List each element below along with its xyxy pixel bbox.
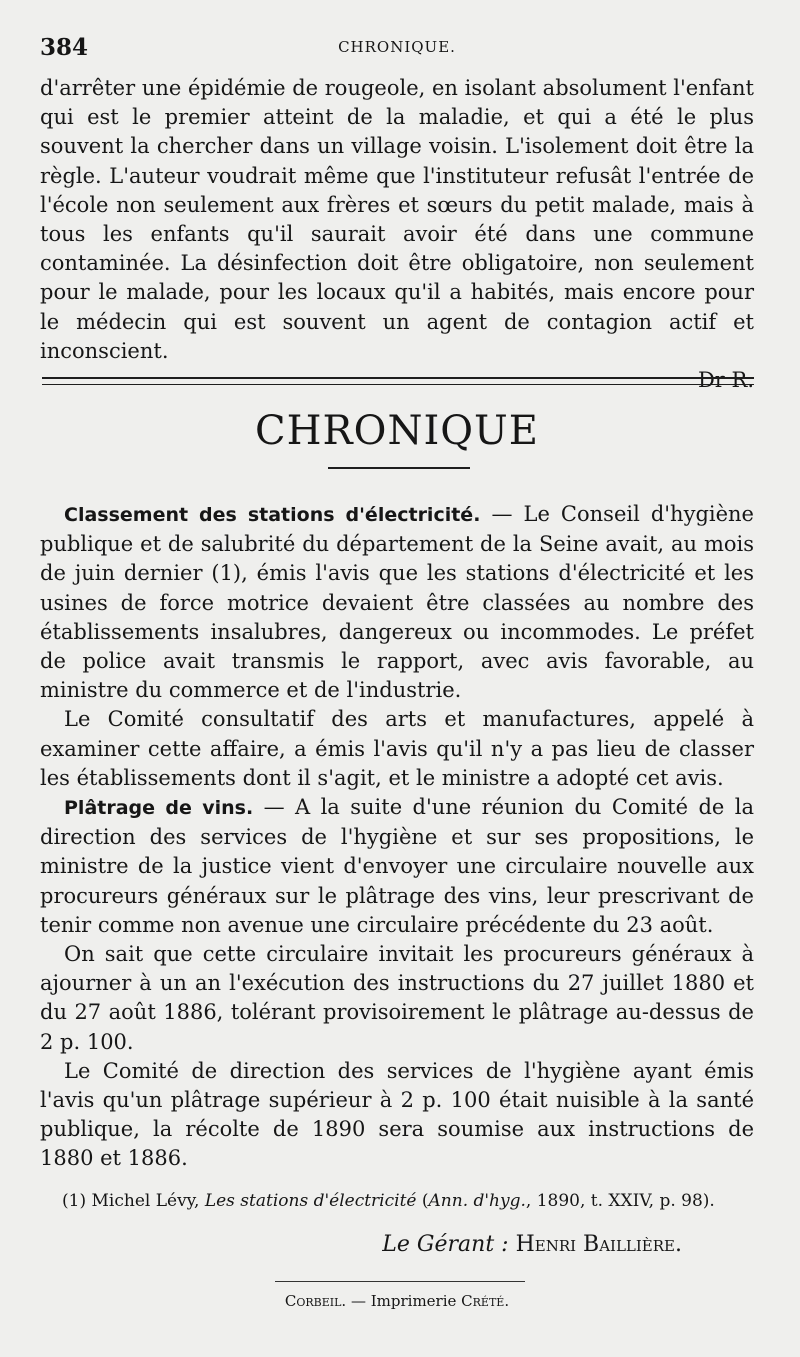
title-underline — [328, 467, 470, 469]
previous-article-text: d'arrêter une épidémie de rougeole, en isolant absolument l'enfant qui est le premier atteint de la maladie, et qui a été le plus souvent la chercher dans un village voisin. L'isolement doit être la règle. L'auteur voudrait même que l'instituteur refusât l'entrée de l'école non seulement aux frères et sœurs du petit malade, mais à tous les enfants qu'il saurait avoir été dans une commune contaminée. La désinfection doit être obligatoire, non seulement pour le malade, pour les locaux qu'il a habités, mais encore pour le médecin qui est souvent un agent de contagion actif et inconscient. — [40, 76, 754, 363]
article-paragraph: Le Comité consultatif des arts et manufactures, appelé à examiner cette affaire, a émis l'avis qu'il n'y a pas lieu de classer les établissements dont il s'agit, et le ministre a adopté cet avis. — [40, 707, 754, 790]
gerant-name: Henri Baillière. — [515, 1232, 682, 1257]
footnote-text: ( — [421, 1191, 429, 1211]
running-head — [40, 34, 754, 64]
footnote-text: , 1890, t. XXIV, p. 98). — [525, 1191, 715, 1211]
footnote-author: Michel Lévy, — [91, 1191, 200, 1211]
footnote-journal: Ann. d'hyg. — [428, 1191, 526, 1211]
article-paragraph: Le Comité de direction des services de l'hygiène ayant émis l'avis qu'un plâtrage supérieur à 2 p. 100 était nuisible à la santé publique, la récolte de 1890 sera soumise aux instructions de 1880 et 1886. — [40, 1058, 754, 1171]
paragraph-text: — Le Conseil d'hygiène publique et de salubrité du département de la Seine avait, au mois de juin dernier (1), émis l'avis que les stations d'électricité et les usines de force motrice devaient être classées au nombre des établissements insalubres, dangereux ou incommodes. Le préfet de police avait transmis le rapport, avec avis favorable, au ministre du commerce et de l'industrie. — [40, 502, 754, 703]
previous-article — [40, 74, 754, 395]
footnote — [40, 1190, 754, 1212]
running-title: CHRONIQUE. — [338, 38, 456, 56]
article-signature: Dr R. — [697, 368, 754, 393]
section-title: CHRONIQUE — [255, 408, 539, 454]
gerant-label: Le Gérant : — [382, 1232, 509, 1257]
page-number: 384 — [40, 34, 89, 61]
printer-rule — [275, 1281, 525, 1282]
article-paragraph — [40, 500, 754, 705]
printer-place: Corbeil. — [284, 1292, 347, 1310]
double-rule-divider — [42, 377, 754, 385]
article-heading: Classement des stations d'électricité. — [64, 504, 481, 526]
article-paragraph — [40, 793, 754, 940]
article-paragraph: On sait que cette circulaire invitait les procureurs généraux à ajourner à un an l'exécution des instructions du 27 juillet 1880 et du 27 août 1886, tolérant provisoirement le plâtrage au-dessus de 2 p. 100. — [40, 942, 754, 1054]
gerant-line — [382, 1232, 682, 1257]
paragraph-text: — A la suite d'une réunion du Comité de la direction des services de l'hygiène et sur ses propositions, le ministre de la justice vient d'envoyer une circulaire nouvelle aux procureurs généraux sur le plâtrage des vins, leur prescrivant de tenir comme non avenue une circulaire précédente du 23 août. — [40, 795, 754, 937]
printer-imprint — [40, 1292, 754, 1310]
printer-name: Crété. — [461, 1292, 510, 1310]
chronique-body — [40, 500, 754, 1174]
footnote-marker: (1) — [62, 1191, 87, 1211]
footnote-title: Les stations d'électricité — [204, 1191, 417, 1211]
printer-label: — Imprimerie — [346, 1292, 462, 1310]
article-heading: Plâtrage de vins. — [64, 797, 254, 820]
